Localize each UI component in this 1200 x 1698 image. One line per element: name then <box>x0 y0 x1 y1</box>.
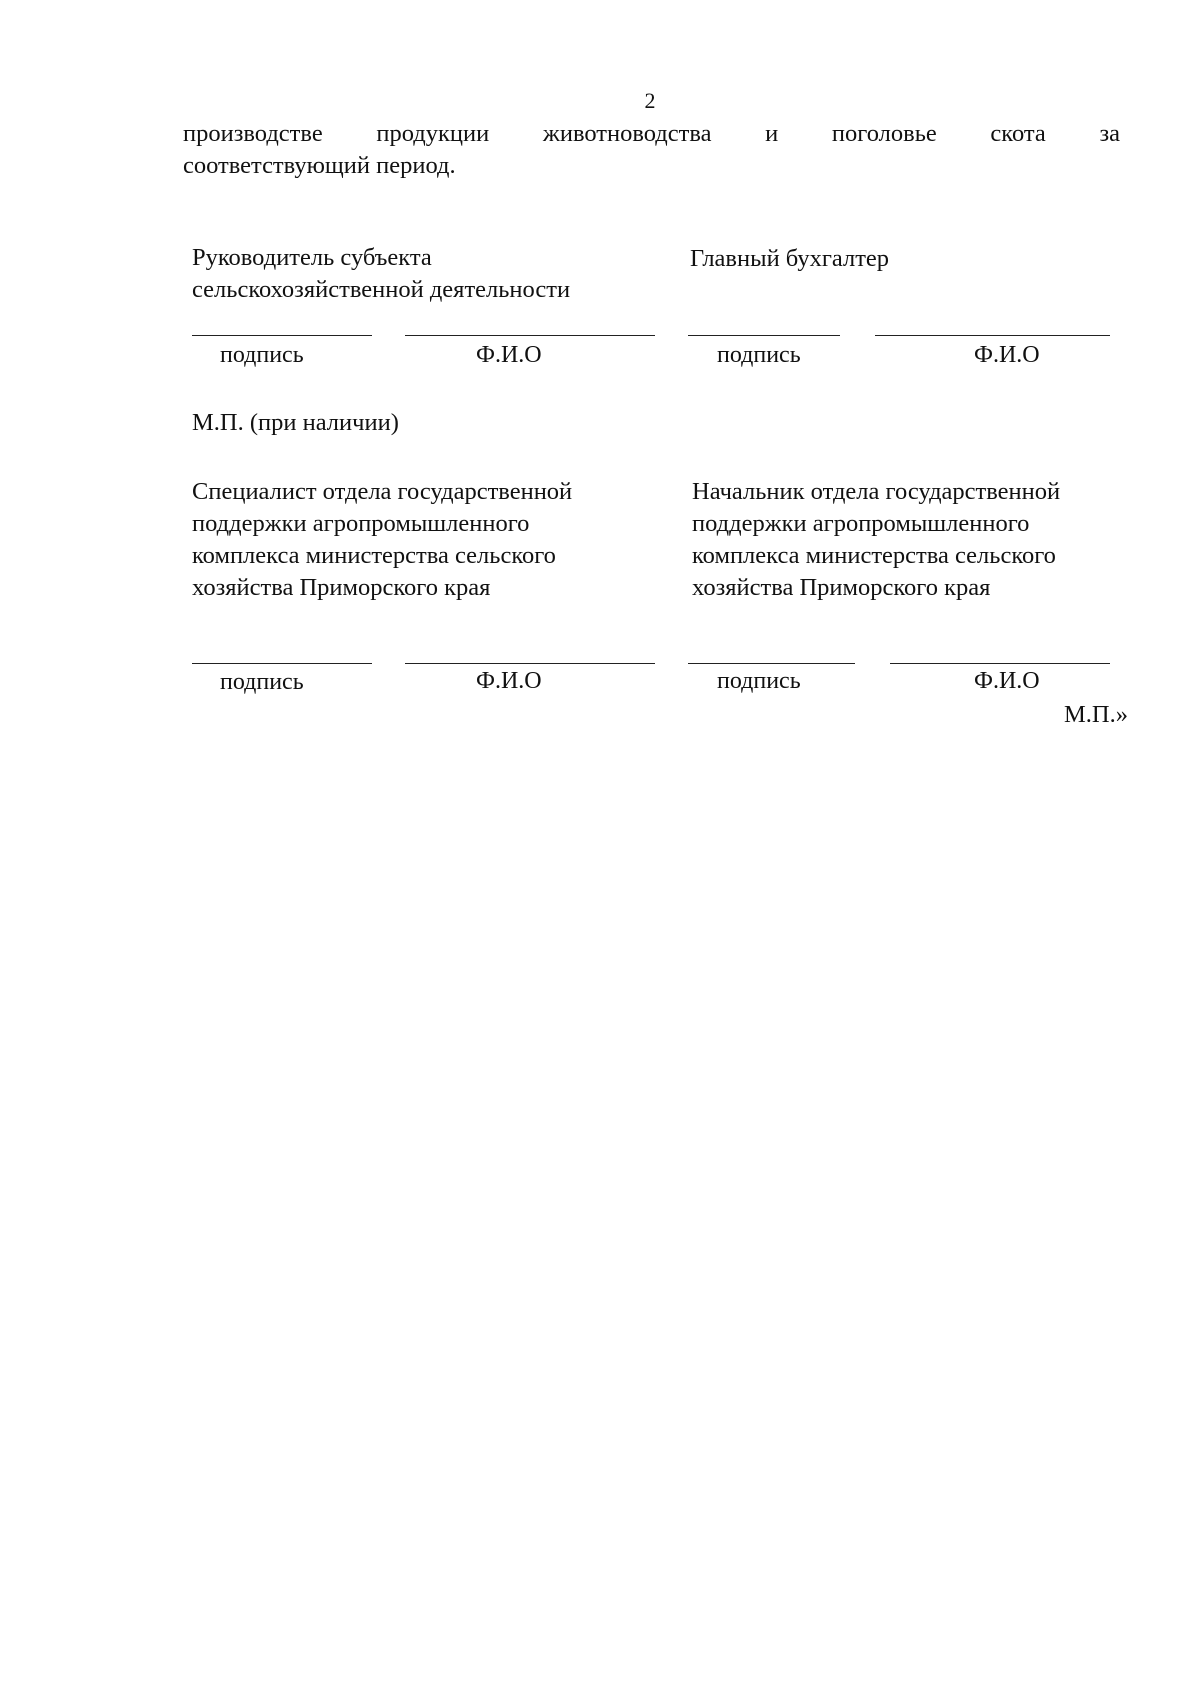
accountant-name-label: Ф.И.О <box>974 342 1040 368</box>
head-signature-line <box>192 335 372 336</box>
specialist-name-label: Ф.И.О <box>476 668 542 694</box>
stamp-note: М.П. (при наличии) <box>192 409 399 436</box>
stamp-final: М.П.» <box>1064 701 1128 728</box>
accountant-name-line <box>875 335 1110 336</box>
head-signature-label: подпись <box>220 342 304 368</box>
intro-word: скота <box>990 120 1046 147</box>
intro-word: производстве <box>183 120 323 147</box>
specialist-title-line-2: поддержки агропромышленного <box>192 510 530 537</box>
specialist-title-line-1: Специалист отдела государственной <box>192 478 573 505</box>
chief-signature-line <box>688 663 855 664</box>
specialist-signature-label: подпись <box>220 669 304 695</box>
specialist-title-line-4: хозяйства Приморского края <box>192 574 491 601</box>
intro-word: продукции <box>376 120 490 147</box>
chief-signature-label: подпись <box>717 668 801 694</box>
intro-line-2: соответствующий период. <box>183 152 456 179</box>
intro-word: животноводства <box>542 120 712 147</box>
specialist-name-line <box>405 663 655 664</box>
chief-name-line <box>890 663 1110 664</box>
head-name-label: Ф.И.О <box>476 342 542 368</box>
chief-name-label: Ф.И.О <box>974 668 1040 694</box>
chief-title-line-4: хозяйства Приморского края <box>692 574 991 601</box>
intro-word: за <box>1099 120 1120 147</box>
accountant-title: Главный бухгалтер <box>690 245 890 272</box>
chief-title-line-1: Начальник отдела государственной <box>692 478 1061 505</box>
page-number: 2 <box>644 88 656 113</box>
intro-word: поголовье <box>831 120 937 147</box>
intro-line-1 <box>183 118 1120 150</box>
head-name-line <box>405 335 655 336</box>
accountant-signature-label: подпись <box>717 342 801 368</box>
intro-word: и <box>765 120 779 147</box>
head-title-line-1: Руководитель субъекта <box>192 244 432 271</box>
specialist-title-line-3: комплекса министерства сельского <box>192 542 556 569</box>
chief-title-line-3: комплекса министерства сельского <box>692 542 1056 569</box>
specialist-signature-line <box>192 663 372 664</box>
accountant-signature-line <box>688 335 840 336</box>
chief-title-line-2: поддержки агропромышленного <box>692 510 1030 537</box>
head-title-line-2: сельскохозяйственной деятельности <box>192 276 571 303</box>
